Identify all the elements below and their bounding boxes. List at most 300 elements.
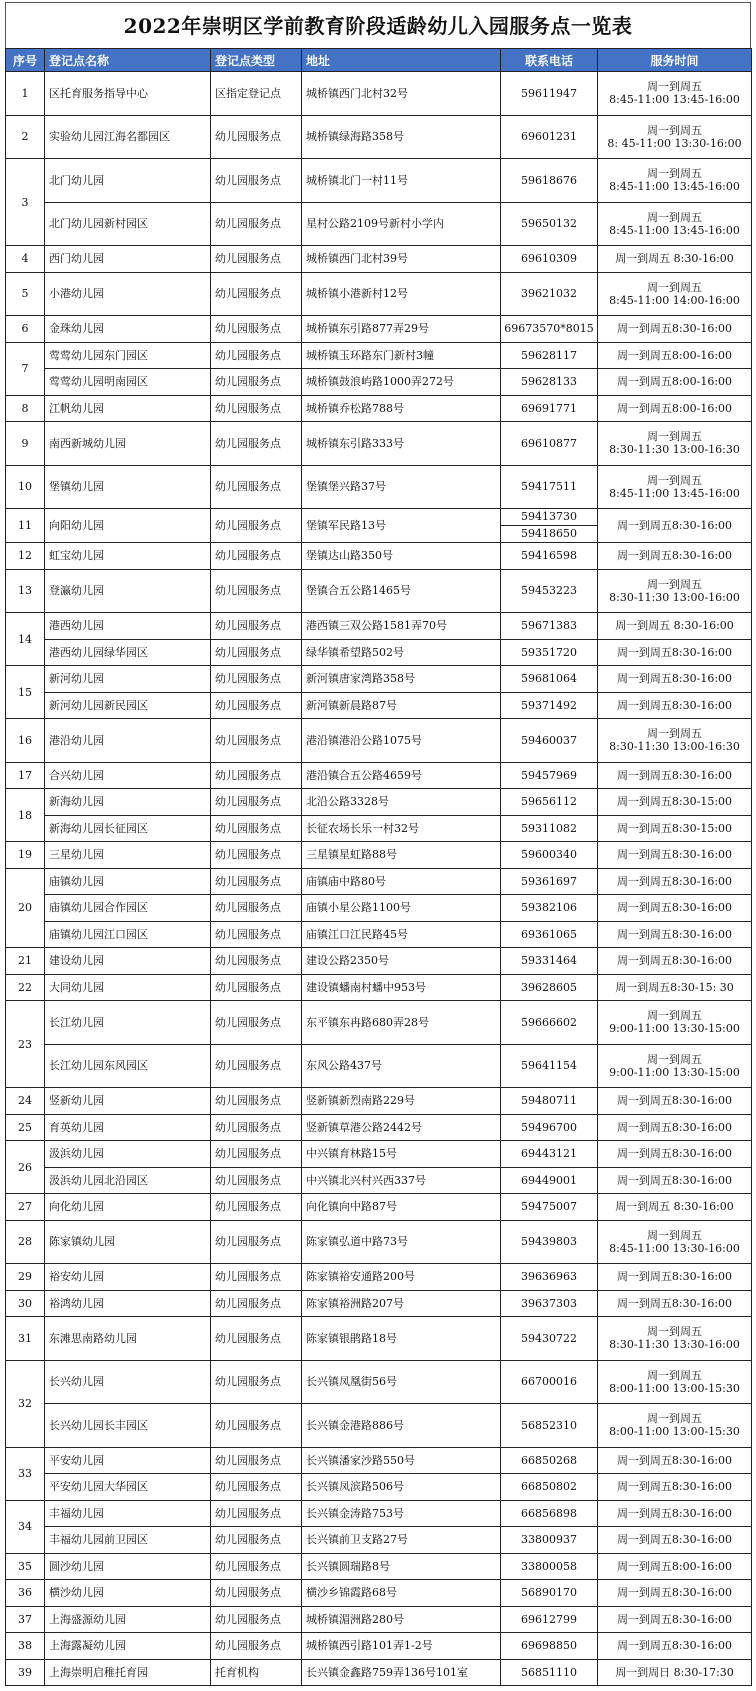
phone-number: 66700016: [521, 1375, 577, 1389]
name-cell: 裕安幼儿园: [45, 1264, 211, 1291]
phone-number: 59439803: [521, 1235, 577, 1249]
address-cell: 新河镇新晨路87号: [302, 692, 501, 719]
hours-cell: [598, 921, 752, 948]
hours-line: 周一到周五8:30-16:00: [616, 698, 733, 712]
hours-line: 周一到周五8:30-16:00: [616, 1173, 733, 1187]
address-cell: 城桥镇西引路101弄1-2号: [302, 1633, 501, 1660]
address-cell: 城桥镇玉环路东门新村3幢: [302, 342, 501, 369]
table-row: [6, 1220, 752, 1264]
name-cell: 丰福幼儿园: [45, 1500, 211, 1527]
type-cell: 幼儿园服务点: [211, 1500, 302, 1527]
row-number-cell: 30: [6, 1290, 45, 1317]
hours-line: 周一到周五8:30-16:00: [616, 1506, 733, 1520]
address-cell: 庙镇江口江民路45号: [302, 921, 501, 948]
hours-line: 8:45-11:00 13:45-16:00: [609, 223, 740, 237]
phone-number: 39637303: [521, 1296, 577, 1310]
phone-cell: [501, 509, 598, 543]
type-cell: 幼儿园服务点: [211, 316, 302, 343]
type-cell: 幼儿园服务点: [211, 1167, 302, 1194]
header-number: 序号: [6, 49, 45, 72]
hours-line: 8:45-11:00 13:30-16:00: [609, 1241, 740, 1255]
hours-line: 周一到周五: [647, 1009, 702, 1023]
table-row: [6, 613, 752, 640]
phone-number: 59656112: [521, 795, 577, 809]
address-cell: 竖新镇草港公路2442号: [302, 1114, 501, 1141]
address-cell: 长兴镇凤滨路506号: [302, 1474, 501, 1501]
row-number-cell: 13: [6, 569, 45, 613]
phone-cell: [501, 1317, 598, 1361]
type-cell: 幼儿园服务点: [211, 1527, 302, 1554]
phone-number: 59650132: [521, 217, 577, 231]
type-cell: 幼儿园服务点: [211, 1360, 302, 1404]
phone-number: 59681064: [521, 672, 577, 686]
hours-cell: [598, 1580, 752, 1607]
table-row: [6, 272, 752, 316]
phone-cell: [501, 1553, 598, 1580]
phone-number: 59361697: [521, 874, 577, 888]
phone-number: 69698850: [521, 1639, 577, 1653]
row-number-cell: 1: [6, 72, 45, 116]
address-cell: 城桥镇西门北村32号: [302, 72, 501, 116]
table-row: [6, 1317, 752, 1361]
hours-line: 周一到周五: [647, 473, 702, 487]
name-cell: 上海盛源幼儿园: [45, 1606, 211, 1633]
type-cell: 幼儿园服务点: [211, 639, 302, 666]
address-cell: 竖新镇新烈南路229号: [302, 1088, 501, 1115]
hours-line: 周一到周五: [647, 1368, 702, 1382]
address-cell: 横沙乡锦霞路68号: [302, 1580, 501, 1607]
phone-number: 59417511: [521, 480, 577, 494]
phone-cell: [501, 465, 598, 509]
table-row: [6, 895, 752, 922]
name-cell: 庙镇幼儿园合作园区: [45, 895, 211, 922]
hours-cell: [598, 72, 752, 116]
row-number-cell: 12: [6, 543, 45, 570]
type-cell: 幼儿园服务点: [211, 543, 302, 570]
phone-number: 69443121: [521, 1147, 577, 1161]
phone-cell: [501, 666, 598, 693]
type-cell: 幼儿园服务点: [211, 762, 302, 789]
name-cell: 莺莺幼儿园东门园区: [45, 342, 211, 369]
row-number-cell: 21: [6, 948, 45, 975]
type-cell: 幼儿园服务点: [211, 1317, 302, 1361]
phone-number: 69610309: [521, 252, 577, 266]
phone-cell: [501, 719, 598, 763]
address-cell: 长征农场长乐一村32号: [302, 815, 501, 842]
hours-line: 8:30-11:30 13:00-16:00: [609, 590, 740, 604]
table-row: [6, 1580, 752, 1607]
hours-cell: [598, 1264, 752, 1291]
table-row: [6, 159, 752, 203]
phone-number: 59641154: [521, 1059, 577, 1073]
hours-cell: [598, 1141, 752, 1168]
table-row: [6, 1088, 752, 1115]
name-cell: 港沿幼儿园: [45, 719, 211, 763]
row-number-cell: 3: [6, 159, 45, 246]
hours-cell: [598, 1044, 752, 1088]
address-cell: 建设镇蟠南村蟠中953号: [302, 974, 501, 1001]
hours-cell: [598, 1633, 752, 1660]
address-cell: 城桥镇鼓浪屿路1000弄272号: [302, 369, 501, 396]
address-cell: 北沿公路3328号: [302, 789, 501, 816]
name-cell: 新海幼儿园: [45, 789, 211, 816]
phone-cell: [501, 1580, 598, 1607]
phone-number: 59618676: [521, 173, 577, 187]
name-cell: 上海崇明启稚托育园: [45, 1659, 211, 1686]
address-cell: 庙镇庙中路80号: [302, 868, 501, 895]
hours-cell: [598, 272, 752, 316]
name-cell: 虹宝幼儿园: [45, 543, 211, 570]
hours-cell: [598, 895, 752, 922]
phone-cell: [501, 422, 598, 466]
type-cell: 幼儿园服务点: [211, 159, 302, 203]
hours-cell: [598, 316, 752, 343]
row-number-cell: 24: [6, 1088, 45, 1115]
type-cell: 幼儿园服务点: [211, 202, 302, 246]
name-cell: 金珠幼儿园: [45, 316, 211, 343]
table-row: [6, 202, 752, 246]
hours-cell: [598, 719, 752, 763]
address-cell: 长兴镇金鑫路759弄136号101室: [302, 1659, 501, 1686]
hours-cell: [598, 465, 752, 509]
hours-cell: [598, 842, 752, 869]
name-cell: 汲浜幼儿园: [45, 1141, 211, 1168]
row-number-cell: 20: [6, 868, 45, 948]
table-row: [6, 1659, 752, 1686]
name-cell: 育英幼儿园: [45, 1114, 211, 1141]
hours-line: 周一到周五8:30-16:00: [616, 901, 733, 915]
phone-cell: [501, 543, 598, 570]
address-cell: 新河镇唐家湾路358号: [302, 666, 501, 693]
hours-line: 8:30-11:30 13:00-16:30: [609, 443, 740, 457]
table-row: [6, 1167, 752, 1194]
address-cell: 堡镇堡兴路37号: [302, 465, 501, 509]
name-cell: 港西幼儿园: [45, 613, 211, 640]
phone-cell: [501, 762, 598, 789]
phone-number: 39636963: [521, 1270, 577, 1284]
type-cell: 幼儿园服务点: [211, 1474, 302, 1501]
phone-cell: [501, 948, 598, 975]
hours-line: 周一到周日 8:30-17:30: [615, 1665, 734, 1679]
name-cell: 莺莺幼儿园明南园区: [45, 369, 211, 396]
hours-line: 周一到周五: [647, 123, 702, 137]
address-cell: 向化镇向中路87号: [302, 1194, 501, 1221]
phone-cell: [501, 115, 598, 159]
row-number-cell: 37: [6, 1606, 45, 1633]
phone-number: 59351720: [521, 645, 577, 659]
hours-cell: [598, 974, 752, 1001]
type-cell: 幼儿园服务点: [211, 895, 302, 922]
phone-cell: [501, 395, 598, 422]
type-cell: 幼儿园服务点: [211, 613, 302, 640]
name-cell: 东滩思南路幼儿园: [45, 1317, 211, 1361]
hours-cell: [598, 1317, 752, 1361]
table-row: [6, 1194, 752, 1221]
hours-line: 周一到周五: [647, 210, 702, 224]
address-cell: 堡镇军民路13号: [302, 509, 501, 543]
table-row: [6, 1360, 752, 1404]
phone-number: 59666602: [521, 1015, 577, 1029]
name-cell: 平安幼儿园: [45, 1447, 211, 1474]
header-type: 登记点类型: [211, 49, 302, 72]
row-number-cell: 14: [6, 613, 45, 666]
address-cell: 城桥镇东引路877弄29号: [302, 316, 501, 343]
table-row: [6, 316, 752, 343]
phone-number: 39628605: [521, 980, 577, 994]
phone-cell: [501, 974, 598, 1001]
address-cell: 城桥镇绿海路358号: [302, 115, 501, 159]
table-row: [6, 719, 752, 763]
address-cell: 三星镇星虹路88号: [302, 842, 501, 869]
phone-cell: [501, 1114, 598, 1141]
name-cell: 向阳幼儿园: [45, 509, 211, 543]
phone-number: 33800058: [521, 1559, 577, 1573]
hours-line: 周一到周五8:30-16:00: [616, 1147, 733, 1161]
phone-number: 59382106: [521, 901, 577, 915]
row-number-cell: 18: [6, 789, 45, 842]
phone-cell: [501, 639, 598, 666]
name-cell: 汲浜幼儿园北沿园区: [45, 1167, 211, 1194]
hours-line: 9:00-11:00 13:30-15:00: [609, 1022, 740, 1036]
table-row: [6, 569, 752, 613]
hours-cell: [598, 159, 752, 203]
table-row: [6, 1633, 752, 1660]
name-cell: 大同幼儿园: [45, 974, 211, 1001]
address-cell: 建设公路2350号: [302, 948, 501, 975]
type-cell: 幼儿园服务点: [211, 868, 302, 895]
row-number-cell: 6: [6, 316, 45, 343]
name-cell: 新河幼儿园新民园区: [45, 692, 211, 719]
phone-number: 56852310: [521, 1418, 577, 1432]
row-number-cell: 16: [6, 719, 45, 763]
type-cell: 幼儿园服务点: [211, 569, 302, 613]
type-cell: 幼儿园服务点: [211, 815, 302, 842]
phone-cell: [501, 921, 598, 948]
type-cell: 幼儿园服务点: [211, 465, 302, 509]
hours-line: 周一到周五8:00-16:00: [616, 348, 733, 362]
hours-line: 周一到周五8:00-16:00: [616, 375, 733, 389]
phone-cell: [501, 868, 598, 895]
hours-cell: [598, 246, 752, 273]
row-number-cell: 35: [6, 1553, 45, 1580]
hours-cell: [598, 1606, 752, 1633]
name-cell: 北门幼儿园新村园区: [45, 202, 211, 246]
row-number-cell: 2: [6, 115, 45, 159]
hours-line: 周一到周五: [647, 1052, 702, 1066]
name-cell: 庙镇幼儿园江口园区: [45, 921, 211, 948]
phone-number: 69612799: [521, 1612, 577, 1626]
hours-line: 周一到周五8:30-16:00: [616, 874, 733, 888]
hours-line: 8:45-11:00 13:45-16:00: [609, 93, 740, 107]
row-number-cell: 33: [6, 1447, 45, 1500]
table-row: [6, 369, 752, 396]
type-cell: 幼儿园服务点: [211, 1194, 302, 1221]
type-cell: 幼儿园服务点: [211, 395, 302, 422]
hours-cell: [598, 948, 752, 975]
phone-number: 59611947: [521, 86, 577, 100]
hours-cell: [598, 815, 752, 842]
hours-cell: [598, 1001, 752, 1045]
address-cell: 城桥镇北门一村11号: [302, 159, 501, 203]
address-cell: 长兴镇潘家沙路550号: [302, 1447, 501, 1474]
hours-cell: [598, 422, 752, 466]
row-number-cell: 26: [6, 1141, 45, 1194]
phone-cell: [501, 1220, 598, 1264]
hours-cell: [598, 1194, 752, 1221]
phone-number: 69610877: [521, 436, 577, 450]
name-cell: 长兴幼儿园: [45, 1360, 211, 1404]
type-cell: 幼儿园服务点: [211, 272, 302, 316]
phone-number: 39621032: [521, 287, 577, 301]
row-number-cell: 22: [6, 974, 45, 1001]
hours-cell: [598, 1088, 752, 1115]
type-cell: 幼儿园服务点: [211, 692, 302, 719]
hours-cell: [598, 613, 752, 640]
hours-cell: [598, 1360, 752, 1404]
hours-line: 周一到周五: [647, 430, 702, 444]
address-cell: 东平镇东冉路680弄28号: [302, 1001, 501, 1045]
type-cell: 幼儿园服务点: [211, 1290, 302, 1317]
type-cell: 幼儿园服务点: [211, 789, 302, 816]
type-cell: 幼儿园服务点: [211, 974, 302, 1001]
row-number-cell: 39: [6, 1659, 45, 1686]
phone-cell: [501, 342, 598, 369]
table-row: [6, 1500, 752, 1527]
hours-line: 周一到周五8:00-16:00: [616, 401, 733, 415]
address-cell: 东风公路437号: [302, 1044, 501, 1088]
phone-cell: [501, 1500, 598, 1527]
phone-number: 59671383: [521, 619, 577, 633]
name-cell: 登瀛幼儿园: [45, 569, 211, 613]
row-number-cell: 27: [6, 1194, 45, 1221]
address-cell: 绿华镇希望路502号: [302, 639, 501, 666]
phone-cell: [501, 159, 598, 203]
address-cell: 长兴镇前卫支路27号: [302, 1527, 501, 1554]
address-cell: 陈家镇裕洲路207号: [302, 1290, 501, 1317]
phone-cell: [501, 1001, 598, 1045]
hours-line: 周一到周五8:30-16:00: [616, 1296, 733, 1310]
phone-number: 59418650: [501, 525, 597, 542]
hours-cell: [598, 569, 752, 613]
hours-cell: [598, 1527, 752, 1554]
hours-line: 周一到周五: [647, 80, 702, 94]
name-cell: 北门幼儿园: [45, 159, 211, 203]
address-cell: 城桥镇西门北村39号: [302, 246, 501, 273]
address-cell: 陈家镇银鹃路18号: [302, 1317, 501, 1361]
phone-number: 59496700: [521, 1120, 577, 1134]
name-cell: 南西新城幼儿园: [45, 422, 211, 466]
phone-number: 69449001: [521, 1173, 577, 1187]
table-row: [6, 1474, 752, 1501]
hours-cell: [598, 692, 752, 719]
type-cell: 幼儿园服务点: [211, 1553, 302, 1580]
hours-line: 周一到周五8:00-16:00: [616, 1559, 733, 1573]
type-cell: 幼儿园服务点: [211, 1001, 302, 1045]
phone-number: 59628133: [521, 375, 577, 389]
name-cell: 区托育服务指导中心: [45, 72, 211, 116]
row-number-cell: 8: [6, 395, 45, 422]
type-cell: 幼儿园服务点: [211, 921, 302, 948]
name-cell: 三星幼儿园: [45, 842, 211, 869]
name-cell: 平安幼儿园大华园区: [45, 1474, 211, 1501]
hours-line: 周一到周五8:30-16:00: [616, 519, 733, 532]
hours-line: 周一到周五8:30-16:00: [616, 1639, 733, 1653]
type-cell: 托育机构: [211, 1659, 302, 1686]
hours-line: 8:45-11:00 13:45-16:00: [609, 486, 740, 500]
address-cell: 陈家镇弘道中路73号: [302, 1220, 501, 1264]
address-cell: 城桥镇乔松路788号: [302, 395, 501, 422]
table-row: [6, 1001, 752, 1045]
hours-line: 周一到周五8:30-16:00: [616, 1270, 733, 1284]
hours-line: 周一到周五8:30-16:00: [616, 1120, 733, 1134]
phone-cell: [501, 1044, 598, 1088]
hours-line: 周一到周五 8:30-16:00: [615, 619, 734, 633]
row-number-cell: 4: [6, 246, 45, 273]
row-number-cell: 31: [6, 1317, 45, 1361]
type-cell: 幼儿园服务点: [211, 1044, 302, 1088]
table-row: [6, 1606, 752, 1633]
hours-cell: [598, 1220, 752, 1264]
row-number-cell: 29: [6, 1264, 45, 1291]
address-cell: 长兴镇金涛路753号: [302, 1500, 501, 1527]
phone-cell: [501, 789, 598, 816]
hours-line: 周一到周五8:30-15:00: [616, 821, 733, 835]
phone-number: 59430722: [521, 1331, 577, 1345]
page-title: 2022年崇明区学前教育阶段适龄幼儿入园服务点一览表: [5, 2, 751, 48]
row-number-cell: 34: [6, 1500, 45, 1553]
name-cell: 小港幼儿园: [45, 272, 211, 316]
type-cell: 幼儿园服务点: [211, 1088, 302, 1115]
hours-line: 周一到周五8:30-16:00: [616, 927, 733, 941]
table-body: [6, 72, 752, 1686]
hours-cell: [598, 789, 752, 816]
hours-cell: [598, 395, 752, 422]
address-cell: 城桥镇东引路333号: [302, 422, 501, 466]
address-cell: 中兴镇育林路15号: [302, 1141, 501, 1168]
table-row: [6, 465, 752, 509]
address-cell: 城桥镇小港新村12号: [302, 272, 501, 316]
name-cell: 港西幼儿园绿华园区: [45, 639, 211, 666]
hours-line: 周一到周五8:30-16:00: [616, 672, 733, 686]
name-cell: 裕鸿幼儿园: [45, 1290, 211, 1317]
hours-line: 8:00-11:00 13:00-15:30: [609, 1425, 740, 1439]
name-cell: 向化幼儿园: [45, 1194, 211, 1221]
hours-cell: [598, 1167, 752, 1194]
phone-number: 33800937: [521, 1533, 577, 1547]
table-row: [6, 789, 752, 816]
hours-line: 周一到周五8:30-15:00: [616, 795, 733, 809]
hours-line: 周一到周五8:30-16:00: [616, 322, 733, 336]
name-cell: 长江幼儿园东风园区: [45, 1044, 211, 1088]
row-number-cell: 38: [6, 1633, 45, 1660]
hours-cell: [598, 543, 752, 570]
table-row: [6, 1141, 752, 1168]
table-row: [6, 115, 752, 159]
header-hours: 服务时间: [598, 49, 752, 72]
hours-cell: [598, 509, 752, 543]
table-row: [6, 1290, 752, 1317]
phone-number: 59413730: [521, 510, 577, 523]
phone-cell: [501, 1141, 598, 1168]
hours-cell: [598, 1553, 752, 1580]
phone-number: 59311082: [521, 821, 577, 835]
address-cell: 港沿镇港沿公路1075号: [302, 719, 501, 763]
hours-line: 周一到周五: [647, 727, 702, 741]
address-cell: 庙镇小星公路1100号: [302, 895, 501, 922]
type-cell: 幼儿园服务点: [211, 666, 302, 693]
type-cell: 幼儿园服务点: [211, 719, 302, 763]
type-cell: 区指定登记点: [211, 72, 302, 116]
